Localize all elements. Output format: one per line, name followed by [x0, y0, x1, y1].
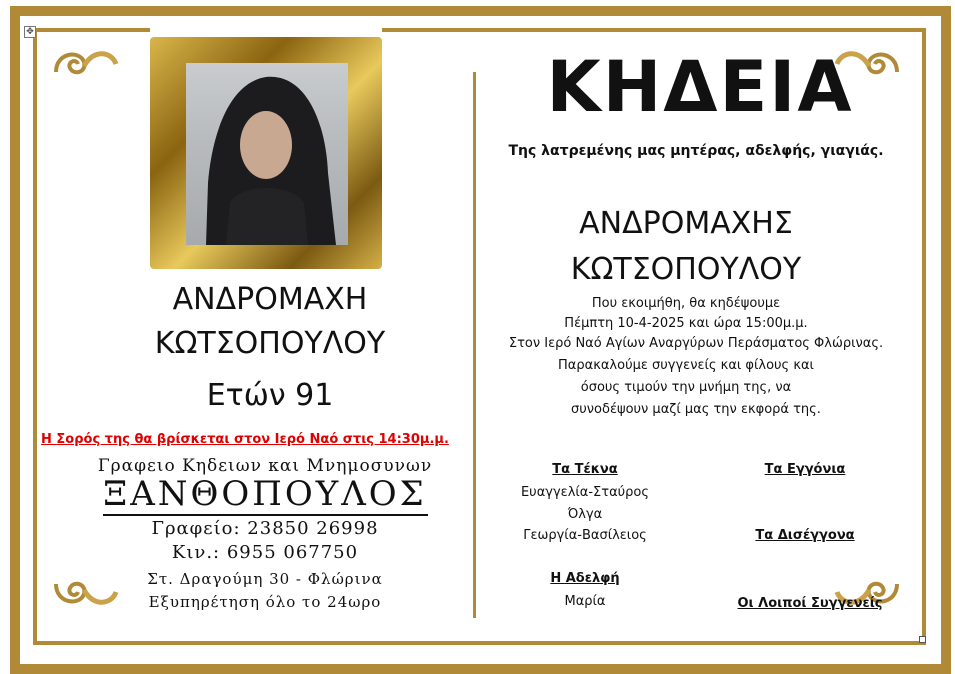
resize-handle[interactable] — [919, 636, 926, 643]
name-genitive-line2: ΚΩΤΣΟΠΟΥΛΟΥ — [570, 252, 802, 287]
portrait-photo — [186, 63, 348, 245]
sister-name: Μαρία — [564, 594, 606, 609]
deceased-name-line2: ΚΩΤΣΟΠΟΥΛΟΥ — [154, 326, 386, 361]
body-line: συνοδέψουν μαζί μας την εκφορά της. — [571, 402, 821, 417]
great-grandchildren-heading: Τα Δισέγγονα — [755, 528, 855, 543]
sister-heading: Η Αδελφή — [550, 571, 620, 586]
body-line: Παρακαλούμε συγγενείς και φίλους και — [558, 358, 814, 373]
child-name: Όλγα — [567, 507, 603, 522]
child-name: Γεωργία-Βασίλειος — [523, 528, 647, 543]
child-name: Ευαγγελία-Σταύρος — [520, 485, 650, 500]
notice-text: Η Σορός της θα βρίσκεται στον Ιερό Ναό στις 14:30μ.μ. — [41, 432, 449, 447]
logo-underline — [103, 514, 428, 516]
grandchildren-heading: Τα Εγγόνια — [764, 462, 846, 477]
body-line: Πέμπτη 10-4-2025 και ώρα 15:00μ.μ. — [564, 316, 808, 331]
move-handle-icon[interactable]: ✥ — [24, 26, 36, 38]
page-title: ΚΗΔΕΙΑ — [546, 46, 854, 128]
body-line: Που εκοιμήθη, θα κηδέψουμε — [591, 296, 781, 311]
deceased-name-line1: ΑΝΔΡΟΜΑΧΗ — [172, 282, 368, 317]
funeral-home-logo: ΞΑΝΘΟΠΟΥΛΟΣ — [103, 474, 427, 514]
service-hours: Εξυπηρέτηση όλο το 24ωρο — [148, 593, 382, 611]
address: Στ. Δραγούμη 30 - Φλώρινα — [147, 570, 383, 588]
subtitle: Της λατρεμένης μας μητέρας, αδελφής, γιαγιάς. — [508, 143, 884, 159]
mobile-phone: Κιν.: 6955 067750 — [171, 542, 359, 563]
age-label: Ετών 91 — [206, 378, 334, 413]
ornament-scroll-icon — [50, 42, 120, 82]
funeral-home-header: Γραφειο Κηδειων και Μνημοσυνων — [97, 456, 433, 476]
relatives-heading: Οι Λοιποί Συγγενείς — [737, 596, 883, 611]
name-genitive-line1: ΑΝΔΡΟΜΑΧΗΣ — [579, 206, 793, 241]
office-phone: Γραφείο: 23850 26998 — [151, 518, 379, 539]
body-line: όσους τιμούν την μνήμη της, να — [580, 380, 792, 395]
body-line: Στον Ιερό Ναό Αγίων Αναργύρων Περάσματος Φλώρινας. — [508, 336, 884, 351]
frame-gap — [150, 26, 382, 36]
children-heading: Τα Τέκνα — [552, 462, 618, 477]
